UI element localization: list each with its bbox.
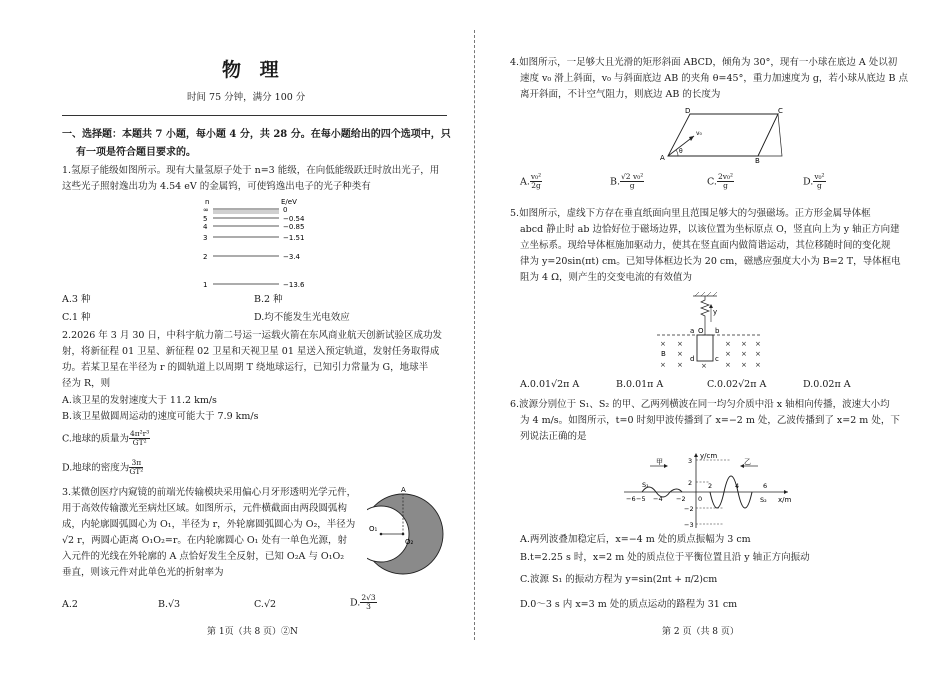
label-d: d	[690, 355, 695, 363]
q2-stem-line4: 径为 R，则	[62, 378, 111, 389]
footer-left: 第 1页（共 8 页）②N	[207, 627, 298, 637]
title-rule	[62, 115, 447, 116]
q2-option-b[interactable]: B.该卫星做圆周运动的速度可能大于 7.9 km/s	[62, 411, 259, 422]
q4-option-a-num: v₀²	[530, 172, 542, 181]
axis-y-label: y/cm	[700, 452, 718, 460]
label-b: B	[755, 157, 760, 164]
source-s2-label: S₂	[760, 496, 767, 504]
q5-stem-line2: abcd 静止时 ab 边恰好位于磁场边界，以该位置为坐标原点 O，竖直向上为 y 轴正方向建	[520, 224, 900, 235]
crescent-lens-diagram	[367, 484, 445, 586]
label-c: c	[715, 355, 719, 363]
q3-stem-line4: √2 r，两圆心距离 O₁O₂=r。在内轮廓圆心 O₁ 处有一单色光源，射	[62, 535, 348, 546]
label-o1: O₁	[369, 525, 378, 533]
q5-option-b[interactable]: B.0.01π A	[616, 379, 664, 390]
tick-x-m6: −6	[626, 495, 636, 503]
q4-option-d-den: g	[817, 181, 822, 191]
left-page	[62, 0, 451, 673]
label-y: y	[713, 308, 718, 316]
q1-option-d[interactable]: D.均不能发生光电效应	[254, 312, 350, 323]
label-a: A	[401, 486, 406, 494]
q5-option-c[interactable]: C.0.02√2π A	[707, 379, 767, 390]
level-n-inf: ∞	[203, 206, 209, 214]
svg-text:×: ×	[677, 350, 683, 358]
q1-option-c[interactable]: C.1 种	[62, 312, 91, 323]
q1-option-a[interactable]: A.3 种	[62, 294, 91, 305]
label-theta: θ	[679, 148, 683, 155]
q5-option-a[interactable]: A.0.01√2π A	[520, 379, 580, 390]
q5-stem-line1: 5.如图所示，虚线下方存在垂直纸面向里且范围足够大的匀强磁场。正方形金属导体框	[510, 208, 871, 219]
level-n-1: 1	[203, 281, 208, 289]
q4-option-d-num: v₀²	[814, 172, 825, 181]
q4-option-b-fraction	[620, 173, 644, 191]
incline-diagram	[660, 106, 790, 164]
label-o2: O₂	[405, 538, 414, 546]
axis-x-label: x/m	[778, 496, 792, 504]
q4-option-a[interactable]	[520, 173, 542, 191]
q2-option-d-den: GT²	[129, 467, 144, 477]
tick-x-6: 6	[763, 482, 768, 490]
q2-option-d-fraction	[129, 459, 143, 477]
q4-option-d-prefix: D.	[803, 176, 814, 188]
tick-y-3: 3	[688, 457, 693, 465]
label-d: D	[685, 107, 691, 115]
q2-option-c-den: GT²	[132, 438, 147, 448]
level-n-2: 2	[203, 253, 208, 261]
label-a: A	[660, 154, 665, 162]
tick-x-2: 2	[708, 482, 713, 490]
svg-text:×: ×	[725, 340, 731, 348]
page-title: 物 理	[222, 59, 285, 81]
q2-option-c-num: 4π²r³	[129, 429, 150, 438]
tick-x-m5: −5	[636, 495, 646, 503]
q5-stem-line3: 立坐标系。现给导体框施加驱动力，使其在竖直面内做简谐运动，其位移随时间的变化规	[520, 240, 891, 251]
wave-jia-label: 甲	[656, 458, 663, 466]
q3-stem-line2: 用于高效传输激光至病灶区域。如图所示，元件横截面由两段圆弧构	[62, 503, 348, 514]
q2-option-d[interactable]	[62, 459, 143, 477]
label-o: O	[698, 327, 704, 335]
svg-text:×: ×	[741, 350, 747, 358]
q4-option-c-prefix: C.	[707, 176, 717, 188]
q6-option-d[interactable]: D.0～3 s 内 x=3 m 处的质点运动的路程为 31 cm	[520, 599, 738, 610]
svg-text:×: ×	[755, 340, 761, 348]
q2-option-c-fraction	[129, 430, 150, 448]
q3-stem-line5: 入元件的光线在外轮廓的 A 点恰好发生全反射，已知 O₂A 与 O₁O₂	[62, 551, 345, 562]
level-n-4: 4	[203, 223, 208, 231]
q3-option-b[interactable]: B.√3	[158, 599, 181, 610]
tick-y-2: 2	[688, 479, 693, 487]
q2-option-c[interactable]	[62, 430, 150, 448]
label-field-b: B	[661, 350, 666, 358]
tick-y-m2: −2	[684, 505, 694, 513]
q4-option-d-fraction	[813, 173, 825, 191]
tick-y-m3: −3	[684, 521, 694, 529]
label-v0: v₀	[696, 130, 702, 137]
tick-x-m4: −4	[653, 495, 663, 503]
q3-option-a[interactable]: A.2	[62, 599, 78, 610]
q3-option-d-num: 2√3	[361, 593, 376, 602]
q4-option-a-prefix: A.	[520, 176, 530, 188]
level-e-3: −1.51	[283, 234, 305, 242]
label-b: b	[715, 327, 720, 335]
q1-stem-line1: 1.氢原子能级如图所示。现有大量氢原子处于 n=3 能级，在向低能级跃迁时放出光子，用	[62, 165, 440, 176]
q3-option-c[interactable]: C.√2	[254, 599, 277, 610]
q2-stem-line2: 射，将新征程 01 卫星、新征程 02 卫星和天视卫星 01 星送入预定轨道，发射任务取得成	[62, 346, 440, 357]
q2-stem-line3: 功。若某卫星在半径为 r 的圆轨道上以周期 T 绕地球运行，已知引力常量为 G，地球半	[62, 362, 429, 373]
q4-option-a-den: 2g	[531, 181, 541, 191]
wave-diagram	[620, 450, 792, 530]
right-page	[510, 0, 908, 673]
section-heading-line2: 有一项是符合题目要求的。	[76, 147, 196, 158]
level-e-inf: 0	[283, 206, 288, 214]
svg-text:×: ×	[741, 361, 747, 369]
q4-option-a-fraction	[530, 173, 542, 191]
svg-text:×: ×	[677, 361, 683, 369]
tick-x-m2: −2	[676, 495, 686, 503]
q3-stem-line1: 3.某微创医疗内窥镜的前端光传输模块采用偏心月牙形透明光学元件，	[62, 487, 357, 498]
axis-n-label: n	[205, 198, 210, 206]
level-e-4: −0.85	[283, 223, 305, 231]
field-crosses	[660, 340, 761, 370]
q2-option-d-prefix: D.地球的密度为	[62, 462, 130, 474]
level-e-2: −3.4	[283, 253, 300, 261]
q4-option-c-num: 2v₀²	[717, 172, 733, 181]
q4-option-d[interactable]	[803, 173, 826, 191]
q2-option-a[interactable]: A.该卫星的发射速度大于 11.2 km/s	[62, 395, 217, 406]
q6-option-c-unit: cm	[702, 574, 718, 585]
page-subtitle: 时间 75 分钟，满分 100 分	[187, 92, 306, 103]
q6-stem-line3: 列说法正确的是	[520, 431, 587, 442]
q3-stem-line3: 成，内轮廓圆弧圆心为 O₁，半径为 r，外轮廓圆弧圆心为 O₂，半径为	[62, 519, 356, 530]
q4-stem-line3: 离开斜面，不计空气阻力，则底边 AB 的长度为	[520, 89, 721, 100]
q2-option-c-prefix: C.地球的质量为	[62, 433, 129, 445]
q6-stem-line2: 为 4 m/s。如图所示，t=0 时刻甲波传播到了 x=−2 m 处，乙波传播到了 x=2 m 处，下	[520, 415, 900, 426]
q3-option-d-den: 3	[366, 602, 371, 612]
energy-level-diagram	[197, 196, 327, 292]
tick-x-0: 0	[698, 495, 703, 503]
q5-stem-line5: 阻为 4 Ω，则产生的交变电流的有效值为	[520, 272, 692, 283]
svg-text:×: ×	[755, 350, 761, 358]
svg-text:×: ×	[741, 340, 747, 348]
level-e-1: −13.6	[283, 281, 305, 289]
svg-text:×: ×	[725, 361, 731, 369]
q2-option-d-num: 3π	[129, 459, 143, 468]
q1-option-b[interactable]: B.2 种	[254, 294, 283, 305]
label-a: a	[690, 327, 695, 335]
q3-stem-line6: 垂直，则该元件对此单色光的折射率为	[62, 567, 224, 578]
svg-text:×: ×	[677, 340, 683, 348]
svg-text:×: ×	[660, 340, 666, 348]
q6-option-c[interactable]	[520, 573, 717, 588]
wave-yi-label: 乙	[744, 458, 751, 466]
q3-option-d-fraction	[360, 594, 376, 612]
level-n-3: 3	[203, 234, 208, 242]
svg-text:×: ×	[701, 362, 707, 370]
q6-option-c-prefix: C.波源 S₁ 的振动方程为 y=sin	[520, 574, 653, 585]
q5-stem-line4: 律为 y=20sin(πt) cm。已知导体框边长为 20 cm，磁感应强度大小为 B=2 T，导体框电	[520, 256, 901, 267]
q4-option-b-num: √2 v₀²	[621, 172, 644, 181]
q1-stem-line2: 这些光子照射逸出功为 4.54 eV 的金属钨，可使钨逸出电子的光子种类有	[62, 181, 371, 192]
footer-right: 第 2 页（共 8 页）	[662, 627, 739, 637]
q6-option-b[interactable]: B.t=2.25 s 时，x=2 m 处的质点位于平衡位置且沿 y 轴正方向振动	[520, 552, 810, 563]
q6-option-a[interactable]: A.两列波叠加稳定后，x=−4 m 处的质点振幅为 3 cm	[520, 534, 751, 545]
section-heading-line1: 一、选择题：本题共 7 小题，每小题 4 分，共 28 分。在每小题给出的四个选项中，只	[62, 129, 451, 140]
tick-x-4: 4	[735, 482, 740, 490]
q4-stem-line1: 4.如图所示，一足够大且光滑的矩形斜面 ABCD，倾角为 30°，现有一小球在底边 A 处以初	[510, 57, 898, 68]
svg-text:×: ×	[755, 361, 761, 369]
q3-option-d-prefix: D.	[350, 597, 361, 609]
q4-option-b-den: g	[629, 181, 635, 191]
q4-stem-line2: 速度 v₀ 滑上斜面，v₀ 与斜面底边 AB 的夹角 θ=45°，重力加速度为 g，若小球从底边 B 点	[520, 73, 908, 84]
q5-option-d[interactable]: D.0.02π A	[803, 379, 851, 390]
q4-option-c-fraction	[717, 173, 734, 191]
page-divider	[474, 30, 475, 640]
q6-stem-line1: 6.波源分别位于 S₁、S₂ 的甲、乙两列横波在同一均匀介质中沿 x 轴相向传播，波速大小均	[510, 399, 890, 410]
svg-text:×: ×	[660, 361, 666, 369]
q2-stem-line1: 2.2026 年 3 月 30 日，中科宇航力箭二号运一运载火箭在东风商业航天创新试验区成功发	[62, 330, 442, 341]
level-n-5: 5	[203, 215, 208, 223]
source-s1-label: S₁	[642, 481, 649, 489]
q6-option-c-paren: (2πt + π/2)	[652, 575, 703, 585]
q4-option-b-prefix: B.	[610, 176, 621, 188]
svg-text:×: ×	[725, 350, 731, 358]
q4-option-b[interactable]	[610, 173, 644, 191]
label-c: C	[778, 107, 783, 115]
q4-option-c[interactable]	[707, 173, 734, 191]
q3-option-d[interactable]	[350, 594, 377, 612]
level-e-5: −0.54	[283, 215, 305, 223]
axis-e-label: E/eV	[281, 198, 297, 206]
magnetic-field-diagram	[655, 292, 765, 370]
q4-option-c-den: g	[723, 181, 728, 191]
